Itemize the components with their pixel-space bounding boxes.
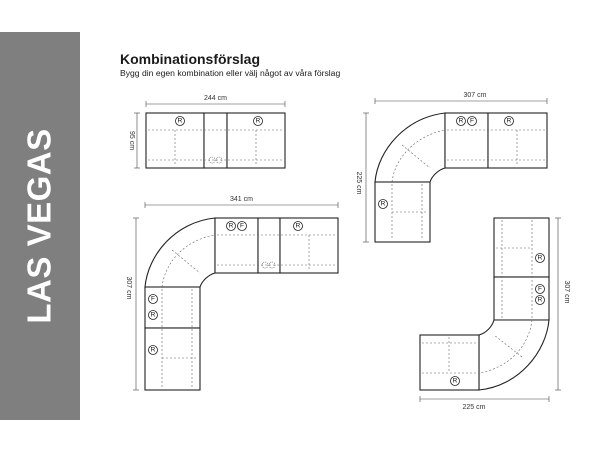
svg-text:R: R [452, 377, 458, 385]
recliner-icon [379, 200, 388, 209]
recliner-icon [254, 117, 263, 126]
svg-text:R: R [150, 311, 156, 319]
recliner-icon [457, 117, 466, 126]
svg-text:F: F [470, 117, 474, 125]
depth-label: 307 cm [563, 280, 570, 304]
recliner-icon [149, 311, 158, 320]
recliner-icon [451, 377, 460, 386]
recliner-icon [176, 117, 185, 126]
page-title: Kombinationsförslag [120, 51, 261, 67]
svg-text:R: R [177, 117, 183, 125]
recliner-icon [227, 222, 236, 231]
svg-text:F: F [240, 222, 244, 230]
svg-text:F: F [538, 285, 542, 293]
svg-text:R: R [255, 117, 261, 125]
svg-text:R: R [537, 254, 543, 262]
footrest-icon [536, 285, 545, 294]
page-subtitle: Bygg din egen kombination eller välj något av våra förslag [120, 68, 341, 78]
recliner-icon [505, 117, 514, 126]
depth-label: 225 cm [355, 171, 362, 195]
width-label: 244 cm [204, 95, 227, 102]
recliner-icon [294, 222, 303, 231]
recliner-icon [149, 346, 158, 355]
recliner-icon [536, 296, 545, 305]
svg-text:R: R [537, 296, 543, 304]
width-label: 225 cm [462, 404, 486, 411]
console-module [204, 113, 227, 168]
footrest-icon [468, 117, 477, 126]
combination-straight [128, 95, 285, 168]
corner-module [145, 218, 215, 287]
svg-text:R: R [295, 222, 301, 230]
combination-corner-left [125, 196, 338, 390]
depth-label: 307 cm [125, 276, 132, 300]
svg-text:R: R [150, 346, 156, 354]
depth-label: 95 cm [128, 130, 135, 151]
brand-text: LAS VEGAS [21, 128, 59, 324]
corner-module [479, 320, 549, 390]
width-label: 341 cm [230, 196, 253, 203]
width-label: 307 cm [463, 92, 487, 99]
svg-text:F: F [151, 295, 155, 303]
svg-text:R: R [458, 117, 464, 125]
combination-corner-bottom-right [420, 218, 570, 411]
footrest-icon [238, 222, 247, 231]
svg-text:R: R [506, 117, 512, 125]
recliner-icon [536, 254, 545, 263]
corner-module [375, 113, 445, 182]
svg-text:R: R [228, 222, 234, 230]
svg-text:R: R [380, 200, 386, 208]
footrest-icon [149, 295, 158, 304]
